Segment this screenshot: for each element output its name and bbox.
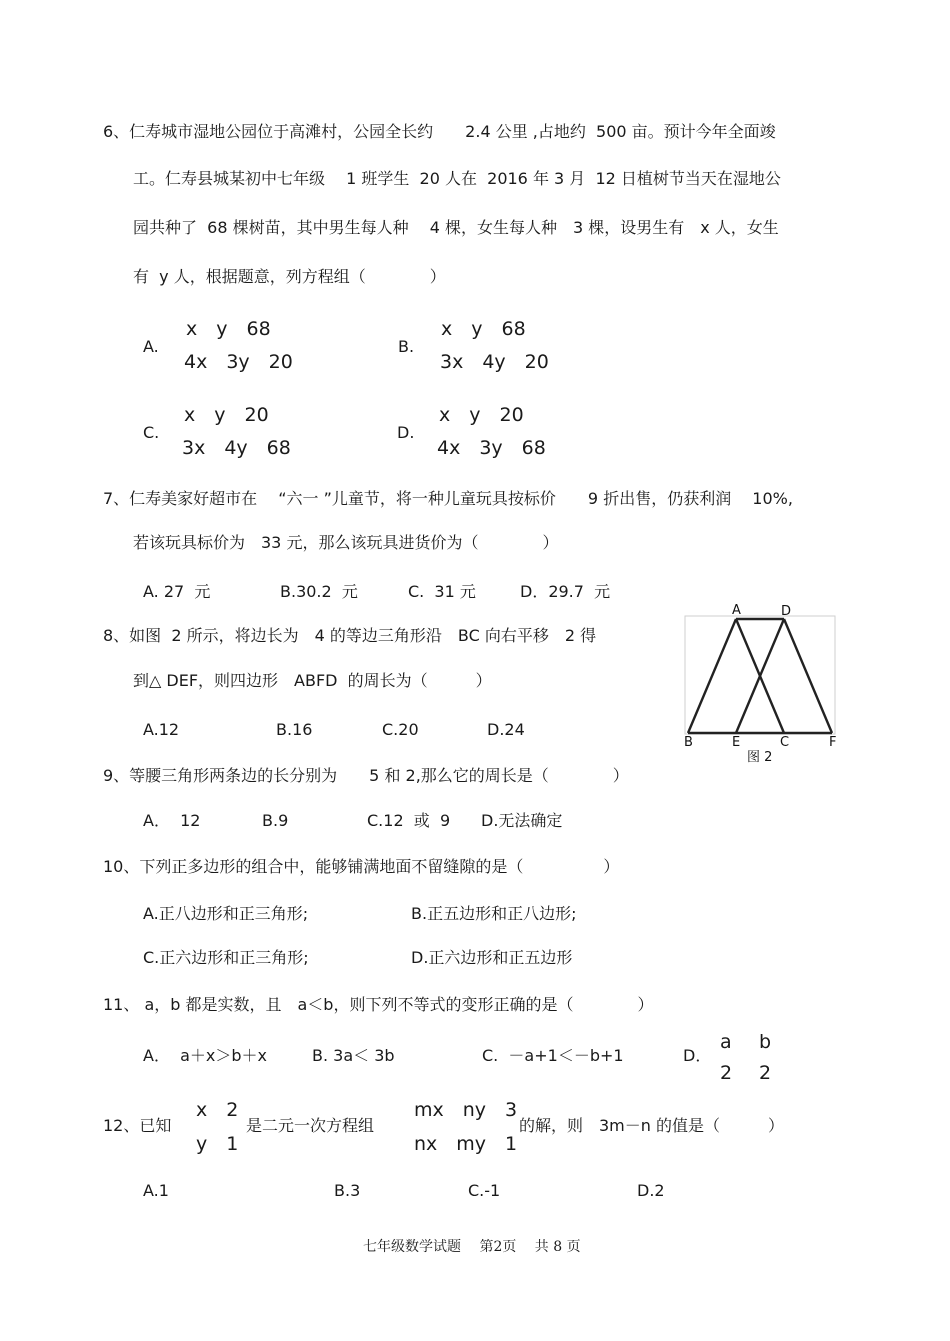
q12-solution-bottom: y 1	[196, 1133, 239, 1155]
q11-option-a: A． a＋x＞b＋x	[143, 1046, 268, 1065]
q10-option-c: C.正六边形和正三角形;	[143, 948, 309, 967]
q9-option-d: D.无法确定	[481, 811, 563, 830]
q6-option-c-eq2: 3x 4y 68	[182, 437, 291, 459]
q11-option-d-denominator-a: 2	[720, 1062, 733, 1084]
q12-option-c: C.-1	[468, 1181, 501, 1200]
q10-option-a: A.正八边形和正三角形;	[143, 904, 309, 923]
q6-option-d-eq1: x y 20	[439, 404, 524, 426]
q12-system-top: mx ny 3	[414, 1099, 518, 1121]
q7-option-d: D．29.7 元	[520, 582, 611, 601]
q6-option-b-eq2: 3x 4y 20	[440, 351, 549, 373]
q11-option-d-label: D．	[683, 1046, 712, 1065]
q6-line-2: 工。仁寿县城某初中七年级 1 班学生 20 人在 2016 年 3 月 12 日植树节当天在湿地公	[133, 169, 781, 188]
q6-line-4: 有 y 人，根据题意，列方程组（ ）	[133, 267, 446, 286]
q10-option-b: B.正五边形和正八边形;	[411, 904, 577, 923]
q8-option-c: C.20	[382, 720, 419, 739]
q11-option-b: B. 3a＜ 3b	[312, 1046, 395, 1065]
q9-option-c: C.12 或 9	[367, 811, 451, 830]
q12-system-bottom: nx my 1	[414, 1133, 518, 1155]
q12-option-a: A.1	[143, 1181, 169, 1200]
q7-option-c: C. 31 元	[408, 582, 476, 601]
q6-option-a-label: A.	[143, 337, 159, 356]
q9-line-1: 9、等腰三角形两条边的长分别为 5 和 2,那么它的周长是（ ）	[103, 766, 629, 785]
q9-option-b: B.9	[262, 811, 289, 830]
figure-2-triangles	[684, 601, 844, 771]
q6-option-d-label: D.	[397, 423, 415, 442]
q7-option-b: B.30.2 元	[280, 582, 358, 601]
q6-option-b-eq1: x y 68	[441, 318, 526, 340]
page-footer: 七年级数学试题 第2页 共 8 页	[363, 1239, 581, 1255]
q8-line-1: 8、如图 2 所示，将边长为 4 的等边三角形沿 BC 向右平移 2 得	[103, 626, 597, 645]
q11-option-d-numerator-a: a	[720, 1031, 732, 1053]
vertex-label-b: B	[684, 735, 693, 750]
q6-option-a-eq2: 4x 3y 20	[184, 351, 293, 373]
q10-line-1: 10、下列正多边形的组合中，能够铺满地面不留缝隙的是（ ）	[103, 857, 620, 876]
q11-option-c: C. －a+1＜－b+1	[482, 1046, 624, 1065]
q11-option-d-denominator-b: 2	[759, 1062, 772, 1084]
q6-option-c-label: C.	[143, 423, 160, 442]
q6-line-1: 6、仁寿城市湿地公园位于高滩村，公园全长约 2.4 公里 ,占地约 500 亩。预计今年全面竣	[103, 122, 776, 141]
q6-option-d-eq2: 4x 3y 68	[437, 437, 546, 459]
vertex-label-f: F	[829, 735, 837, 750]
segment-df	[784, 619, 832, 733]
vertex-label-a: A	[732, 603, 741, 618]
q10-option-d: D.正六边形和正五边形	[411, 948, 573, 967]
q12-middle-text: 是二元一次方程组	[246, 1116, 375, 1135]
q8-line-2: 到△ DEF，则四边形 ABFD 的周长为（ ）	[133, 671, 492, 690]
q12-suffix: 的解，则 3m－n 的值是（ ）	[519, 1116, 784, 1135]
q6-option-c-eq1: x y 20	[184, 404, 269, 426]
q7-line-2: 若该玩具标价为 33 元，那么该玩具进货价为（ ）	[133, 533, 559, 552]
q12-solution-top: x 2	[196, 1099, 239, 1121]
q12-prefix: 12、已知	[103, 1116, 172, 1135]
q9-option-a: A． 12	[143, 811, 201, 830]
vertex-label-d: D	[781, 604, 792, 619]
vertex-label-c: C	[780, 735, 790, 750]
q11-line-1: 11、 a，b 都是实数，且 a＜b，则下列不等式的变形正确的是（ ）	[103, 995, 654, 1014]
q8-option-d: D.24	[487, 720, 525, 739]
q6-option-a-eq1: x y 68	[186, 318, 271, 340]
q6-option-b-label: B.	[398, 337, 415, 356]
q8-option-a: A.12	[143, 720, 180, 739]
q12-option-d: D.2	[637, 1181, 665, 1200]
q7-option-a: A. 27 元	[143, 582, 211, 601]
figure-caption: 图 2	[747, 750, 773, 765]
q7-line-1: 7、仁寿美家好超市在 “六一 ”儿童节，将一种儿童玩具按标价 9 折出售，仍获利润 10%,	[103, 489, 793, 508]
segment-ab	[688, 619, 736, 733]
q11-option-d-numerator-b: b	[759, 1031, 772, 1053]
q8-option-b: B.16	[276, 720, 313, 739]
vertex-label-e: E	[732, 735, 741, 750]
q6-line-3: 园共种了 68 棵树苗，其中男生每人种 4 棵，女生每人种 3 棵，设男生有 x 人，女生	[133, 218, 779, 237]
q12-option-b: B.3	[334, 1181, 361, 1200]
